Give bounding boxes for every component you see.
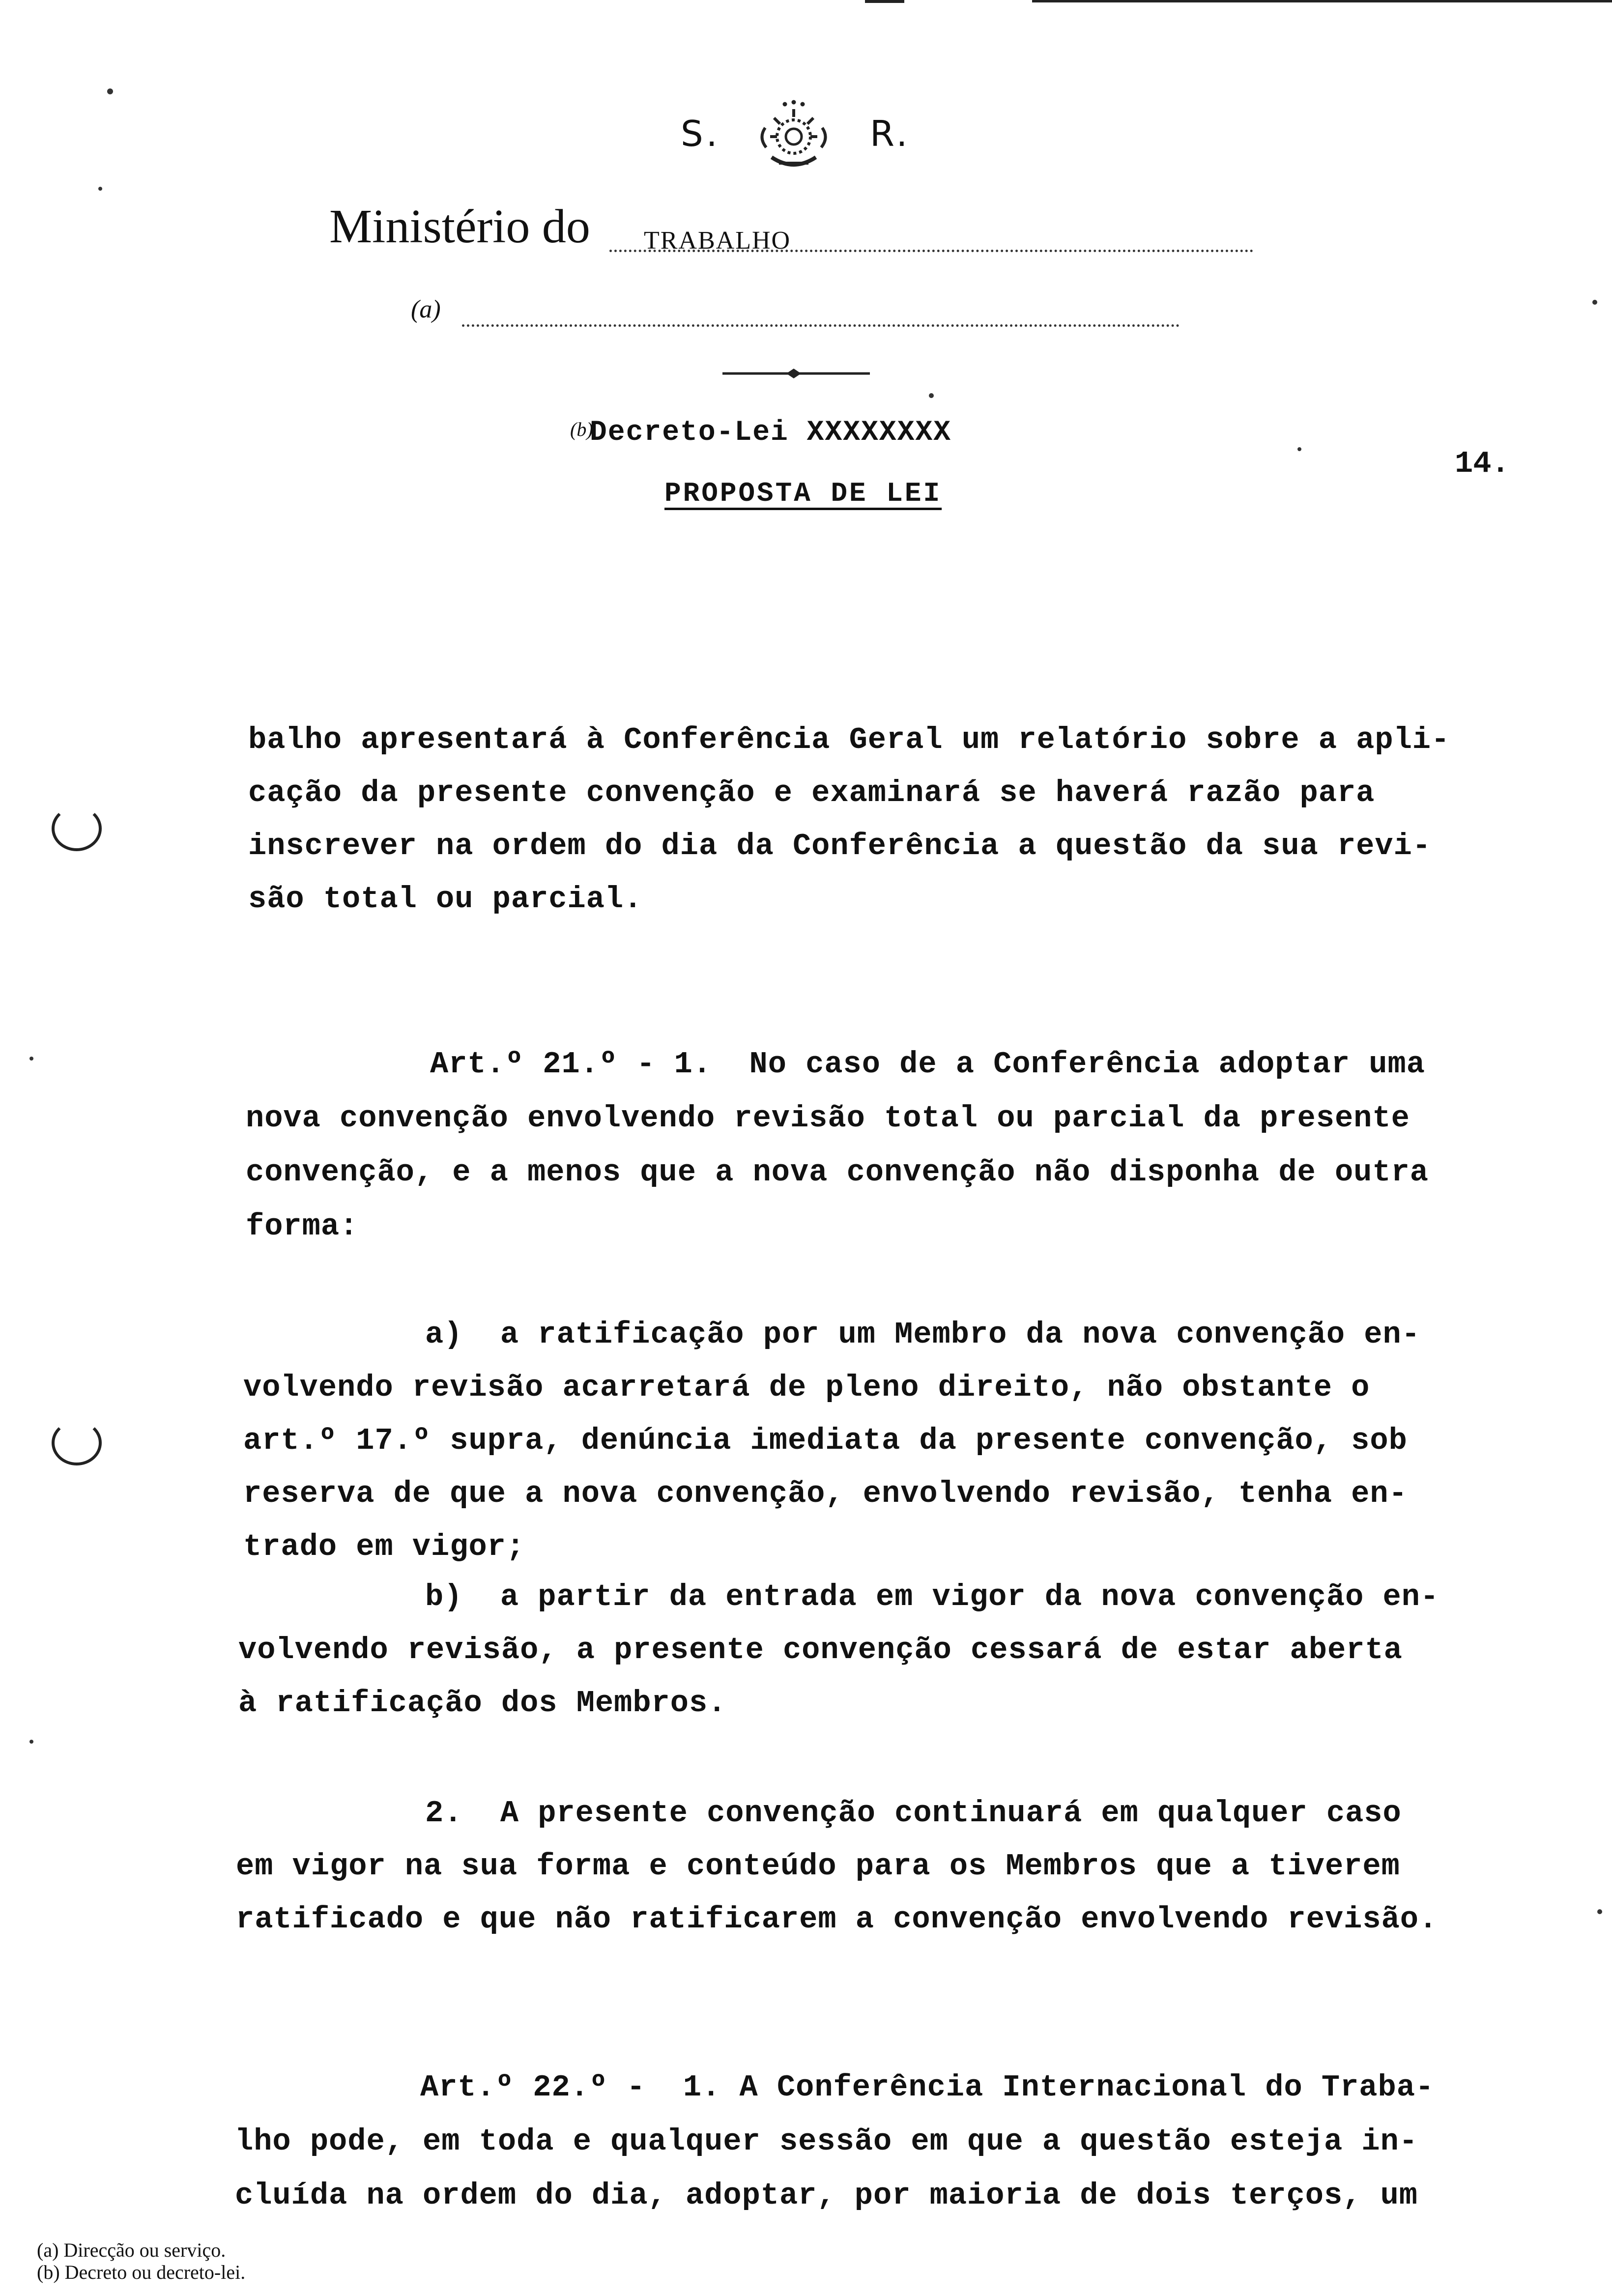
item-a-line: a) a ratificação por um Membro da nova convenção en- — [425, 1317, 1420, 1352]
letterhead-s: S. — [681, 113, 720, 154]
body-line: cluída na ordem do dia, adoptar, por maioria de dois terços, um — [235, 2178, 1418, 2213]
body-line: nova convenção envolvendo revisão total ou parcial da presente — [246, 1101, 1410, 1136]
punch-hole-mark — [52, 806, 102, 851]
letterhead-divider — [722, 366, 870, 381]
field-b-label: (b) — [570, 418, 593, 440]
body-line: trado em vigor; — [243, 1529, 525, 1564]
top-mark — [865, 0, 904, 3]
body-line: volvendo revisão acarretará de pleno direito, não obstante o — [243, 1370, 1370, 1405]
article-heading-21: Art.º 21.º - 1. No caso de a Conferência adoptar uma — [430, 1047, 1425, 1082]
body-line: cação da presente convenção e examinará se haverá razão para — [248, 775, 1375, 810]
body-line: em vigor na sua forma e conteúdo para os Membros que a tiverem — [236, 1849, 1400, 1884]
scan-speck — [107, 88, 113, 94]
body-line: balho apresentará à Conferência Geral um relatório sobre a apli- — [248, 722, 1450, 757]
body-line: forma: — [246, 1209, 359, 1244]
body-line: art.º 17.º supra, denúncia imediata da presente convenção, sob — [243, 1423, 1408, 1458]
scan-speck — [929, 393, 934, 398]
body-line: lho pode, em toda e qualquer sessão em que a questão esteja in- — [235, 2124, 1418, 2159]
body-line: volvendo revisão, a presente convenção cessará de estar aberta — [238, 1633, 1403, 1667]
scan-speck — [29, 1057, 33, 1061]
body-line: inscrever na ordem do dia da Conferência a questão da sua revi- — [248, 829, 1431, 863]
item-b-line: b) a partir da entrada em vigor da nova convenção en- — [425, 1579, 1439, 1614]
body-line: convenção, e a menos que a nova convenção não disponha de outra — [246, 1155, 1429, 1190]
field-b-value-struck: Decreto-Lei XXXXXXXX — [590, 417, 952, 449]
footnote-b: (b) Decreto ou decreto-lei. — [37, 2261, 246, 2283]
scan-speck — [29, 1740, 33, 1744]
document-type-title: PROPOSTA DE LEI — [664, 478, 942, 509]
top-rule — [1032, 0, 1612, 2]
body-line: à ratificação dos Membros. — [238, 1686, 727, 1721]
footnote-a: (a) Direcção ou serviço. — [37, 2239, 226, 2261]
paragraph-2-line: 2. A presente convenção continuará em qualquer caso — [425, 1796, 1402, 1831]
letterhead-r: R. — [870, 113, 911, 154]
body-line: reserva de que a nova convenção, envolvendo revisão, tenha en- — [243, 1476, 1408, 1511]
field-a-label: (a) — [411, 295, 441, 323]
republic-emblem-icon — [745, 98, 843, 177]
scan-speck — [98, 187, 102, 191]
scan-speck — [1297, 447, 1301, 451]
page-number: 14. — [1455, 446, 1510, 481]
scan-speck — [1597, 1909, 1602, 1914]
punch-hole-mark — [52, 1420, 102, 1465]
ministerio-label: Ministério do — [329, 200, 590, 253]
body-line: são total ou parcial. — [248, 882, 643, 917]
ministerio-value: TRABALHO — [644, 227, 791, 255]
scan-speck — [1592, 300, 1597, 305]
field-a-dotted-line — [462, 324, 1180, 327]
body-line: ratificado e que não ratificarem a convenção envolvendo revisão. — [236, 1902, 1438, 1937]
article-heading-22: Art.º 22.º - 1. A Conferência Internacional do Traba- — [420, 2070, 1435, 2105]
